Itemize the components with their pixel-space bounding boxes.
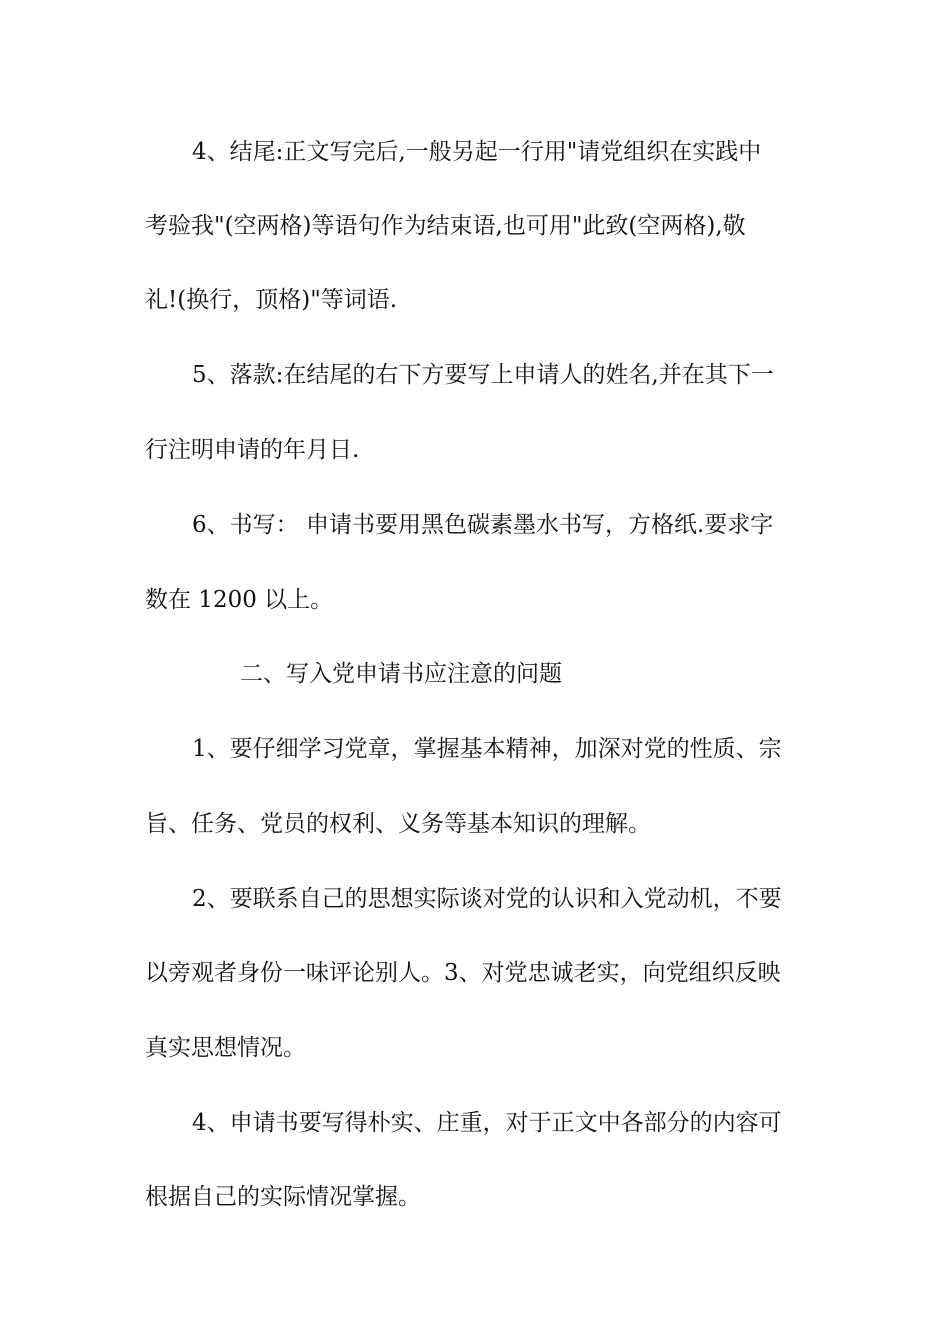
item-4-line-1: 4、申请书要写得朴实、庄重，对于正文中各部分的内容可 bbox=[192, 1110, 782, 1136]
paragraph-ending-line-3: 礼!(换行，顶格)"等词语. bbox=[145, 287, 398, 313]
paragraph-ending-line-1: 4、结尾:正文写完后,一般另起一行用"请党组织在实践中 bbox=[192, 139, 762, 165]
paragraph-writing-line-2: 数在 1200 以上。 bbox=[145, 587, 334, 613]
paragraph-signature-line-2: 行注明申请的年月日. bbox=[145, 437, 360, 463]
paragraph-ending-line-2: 考验我"(空两格)等语句作为结束语,也可用"此致(空两格),敬 bbox=[145, 213, 746, 239]
item-2-line-3: 真实思想情况。 bbox=[145, 1035, 306, 1061]
item-1-line-1: 1、要仔细学习党章，掌握基本精神，加深对党的性质、宗 bbox=[192, 736, 782, 762]
item-1-line-2: 旨、任务、党员的权利、义务等基本知识的理解。 bbox=[145, 811, 651, 837]
paragraph-writing-line-1: 6、书写： 申请书要用黑色碳素墨水书写，方格纸.要求字 bbox=[192, 512, 774, 538]
item-2-line-1: 2、要联系自己的思想实际谈对党的认识和入党动机，不要 bbox=[192, 886, 782, 912]
section-heading: 二、写入党申请书应注意的问题 bbox=[240, 661, 562, 687]
item-2-line-2: 以旁观者身份一味评论别人。3、对党忠诚老实，向党组织反映 bbox=[145, 960, 781, 986]
item-4-line-2: 根据自己的实际情况掌握。 bbox=[145, 1184, 421, 1210]
paragraph-signature-line-1: 5、落款:在结尾的右下方要写上申请人的姓名,并在其下一 bbox=[192, 362, 774, 388]
